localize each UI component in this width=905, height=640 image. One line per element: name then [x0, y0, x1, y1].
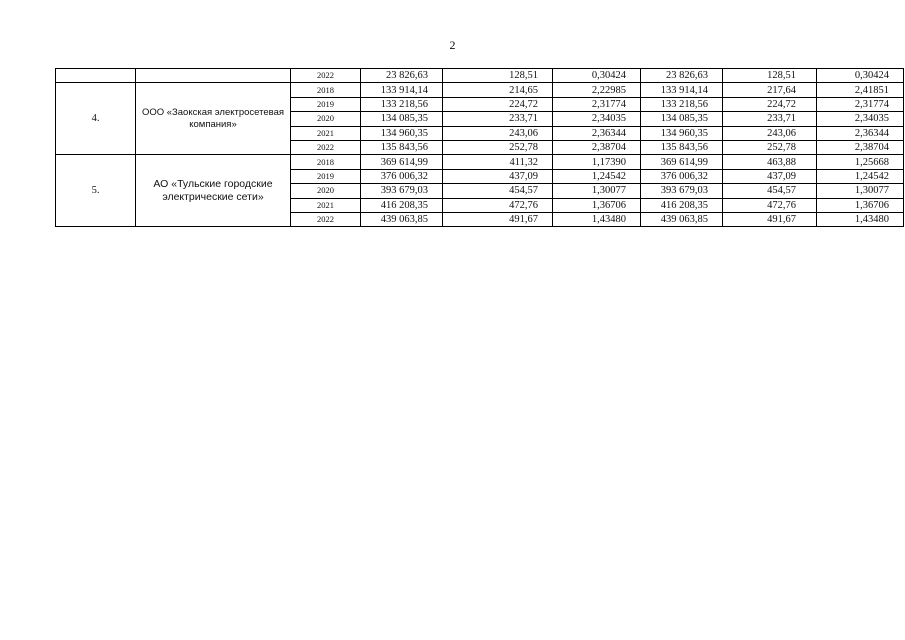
value-cell: 135 843,56: [361, 140, 443, 154]
value-cell: 411,32: [443, 155, 553, 169]
year-cell: 2018: [291, 155, 361, 169]
table-row: [56, 155, 904, 169]
number-cell: 4.: [56, 83, 136, 155]
value-cell: 128,51: [443, 69, 553, 83]
value-cell: 224,72: [723, 97, 817, 111]
value-cell: 393 679,03: [641, 184, 723, 198]
value-cell: 439 063,85: [641, 212, 723, 226]
table-row: [56, 83, 904, 97]
value-cell: 2,38704: [553, 140, 641, 154]
value-cell: 217,64: [723, 83, 817, 97]
value-cell: 2,38704: [817, 140, 904, 154]
value-cell: 416 208,35: [641, 198, 723, 212]
value-cell: 437,09: [443, 169, 553, 183]
value-cell: 437,09: [723, 169, 817, 183]
value-cell: 224,72: [443, 97, 553, 111]
value-cell: 376 006,32: [641, 169, 723, 183]
value-cell: 233,71: [723, 112, 817, 126]
value-cell: 214,65: [443, 83, 553, 97]
value-cell: 23 826,63: [361, 69, 443, 83]
year-cell: 2018: [291, 83, 361, 97]
value-cell: 133 914,14: [641, 83, 723, 97]
value-cell: 133 914,14: [361, 83, 443, 97]
value-cell: 454,57: [443, 184, 553, 198]
value-cell: 463,88: [723, 155, 817, 169]
value-cell: 0,30424: [553, 69, 641, 83]
year-cell: 2021: [291, 126, 361, 140]
value-cell: 1,24542: [553, 169, 641, 183]
tariff-table-body: [56, 69, 904, 227]
value-cell: 134 085,35: [361, 112, 443, 126]
value-cell: 134 085,35: [641, 112, 723, 126]
value-cell: 1,30077: [817, 184, 904, 198]
value-cell: 2,36344: [817, 126, 904, 140]
year-cell: 2019: [291, 97, 361, 111]
page-number: 2: [449, 38, 456, 52]
value-cell: 1,24542: [817, 169, 904, 183]
value-cell: 2,41851: [817, 83, 904, 97]
value-cell: 133 218,56: [641, 97, 723, 111]
value-cell: 1,36706: [817, 198, 904, 212]
value-cell: 439 063,85: [361, 212, 443, 226]
year-cell: 2019: [291, 169, 361, 183]
value-cell: 416 208,35: [361, 198, 443, 212]
value-cell: 243,06: [723, 126, 817, 140]
value-cell: 491,67: [723, 212, 817, 226]
value-cell: 1,17390: [553, 155, 641, 169]
value-cell: 1,36706: [553, 198, 641, 212]
value-cell: 2,31774: [553, 97, 641, 111]
year-cell: 2021: [291, 198, 361, 212]
value-cell: 2,31774: [817, 97, 904, 111]
value-cell: 393 679,03: [361, 184, 443, 198]
value-cell: 2,34035: [817, 112, 904, 126]
value-cell: 2,36344: [553, 126, 641, 140]
value-cell: 1,43480: [817, 212, 904, 226]
value-cell: 133 218,56: [361, 97, 443, 111]
value-cell: 491,67: [443, 212, 553, 226]
value-cell: 134 960,35: [361, 126, 443, 140]
number-cell: 5.: [56, 155, 136, 227]
org-cell: ООО «Заокская электросетевая компания»: [136, 83, 291, 155]
value-cell: 454,57: [723, 184, 817, 198]
value-cell: 1,43480: [553, 212, 641, 226]
value-cell: 135 843,56: [641, 140, 723, 154]
value-cell: 369 614,99: [641, 155, 723, 169]
value-cell: 243,06: [443, 126, 553, 140]
value-cell: 134 960,35: [641, 126, 723, 140]
value-cell: 376 006,32: [361, 169, 443, 183]
value-cell: 252,78: [723, 140, 817, 154]
value-cell: 472,76: [723, 198, 817, 212]
value-cell: 472,76: [443, 198, 553, 212]
value-cell: 252,78: [443, 140, 553, 154]
value-cell: 2,22985: [553, 83, 641, 97]
value-cell: 1,25668: [817, 155, 904, 169]
value-cell: 0,30424: [817, 69, 904, 83]
tariff-table: [55, 68, 904, 227]
org-cell: [136, 69, 291, 83]
value-cell: 1,30077: [553, 184, 641, 198]
value-cell: 23 826,63: [641, 69, 723, 83]
value-cell: 128,51: [723, 69, 817, 83]
number-cell: [56, 69, 136, 83]
year-cell: 2022: [291, 69, 361, 83]
year-cell: 2020: [291, 112, 361, 126]
year-cell: 2022: [291, 212, 361, 226]
table-row: [56, 69, 904, 83]
year-cell: 2020: [291, 184, 361, 198]
value-cell: 2,34035: [553, 112, 641, 126]
value-cell: 369 614,99: [361, 155, 443, 169]
year-cell: 2022: [291, 140, 361, 154]
value-cell: 233,71: [443, 112, 553, 126]
org-cell: АО «Тульские городские электрические сети»: [136, 155, 291, 227]
